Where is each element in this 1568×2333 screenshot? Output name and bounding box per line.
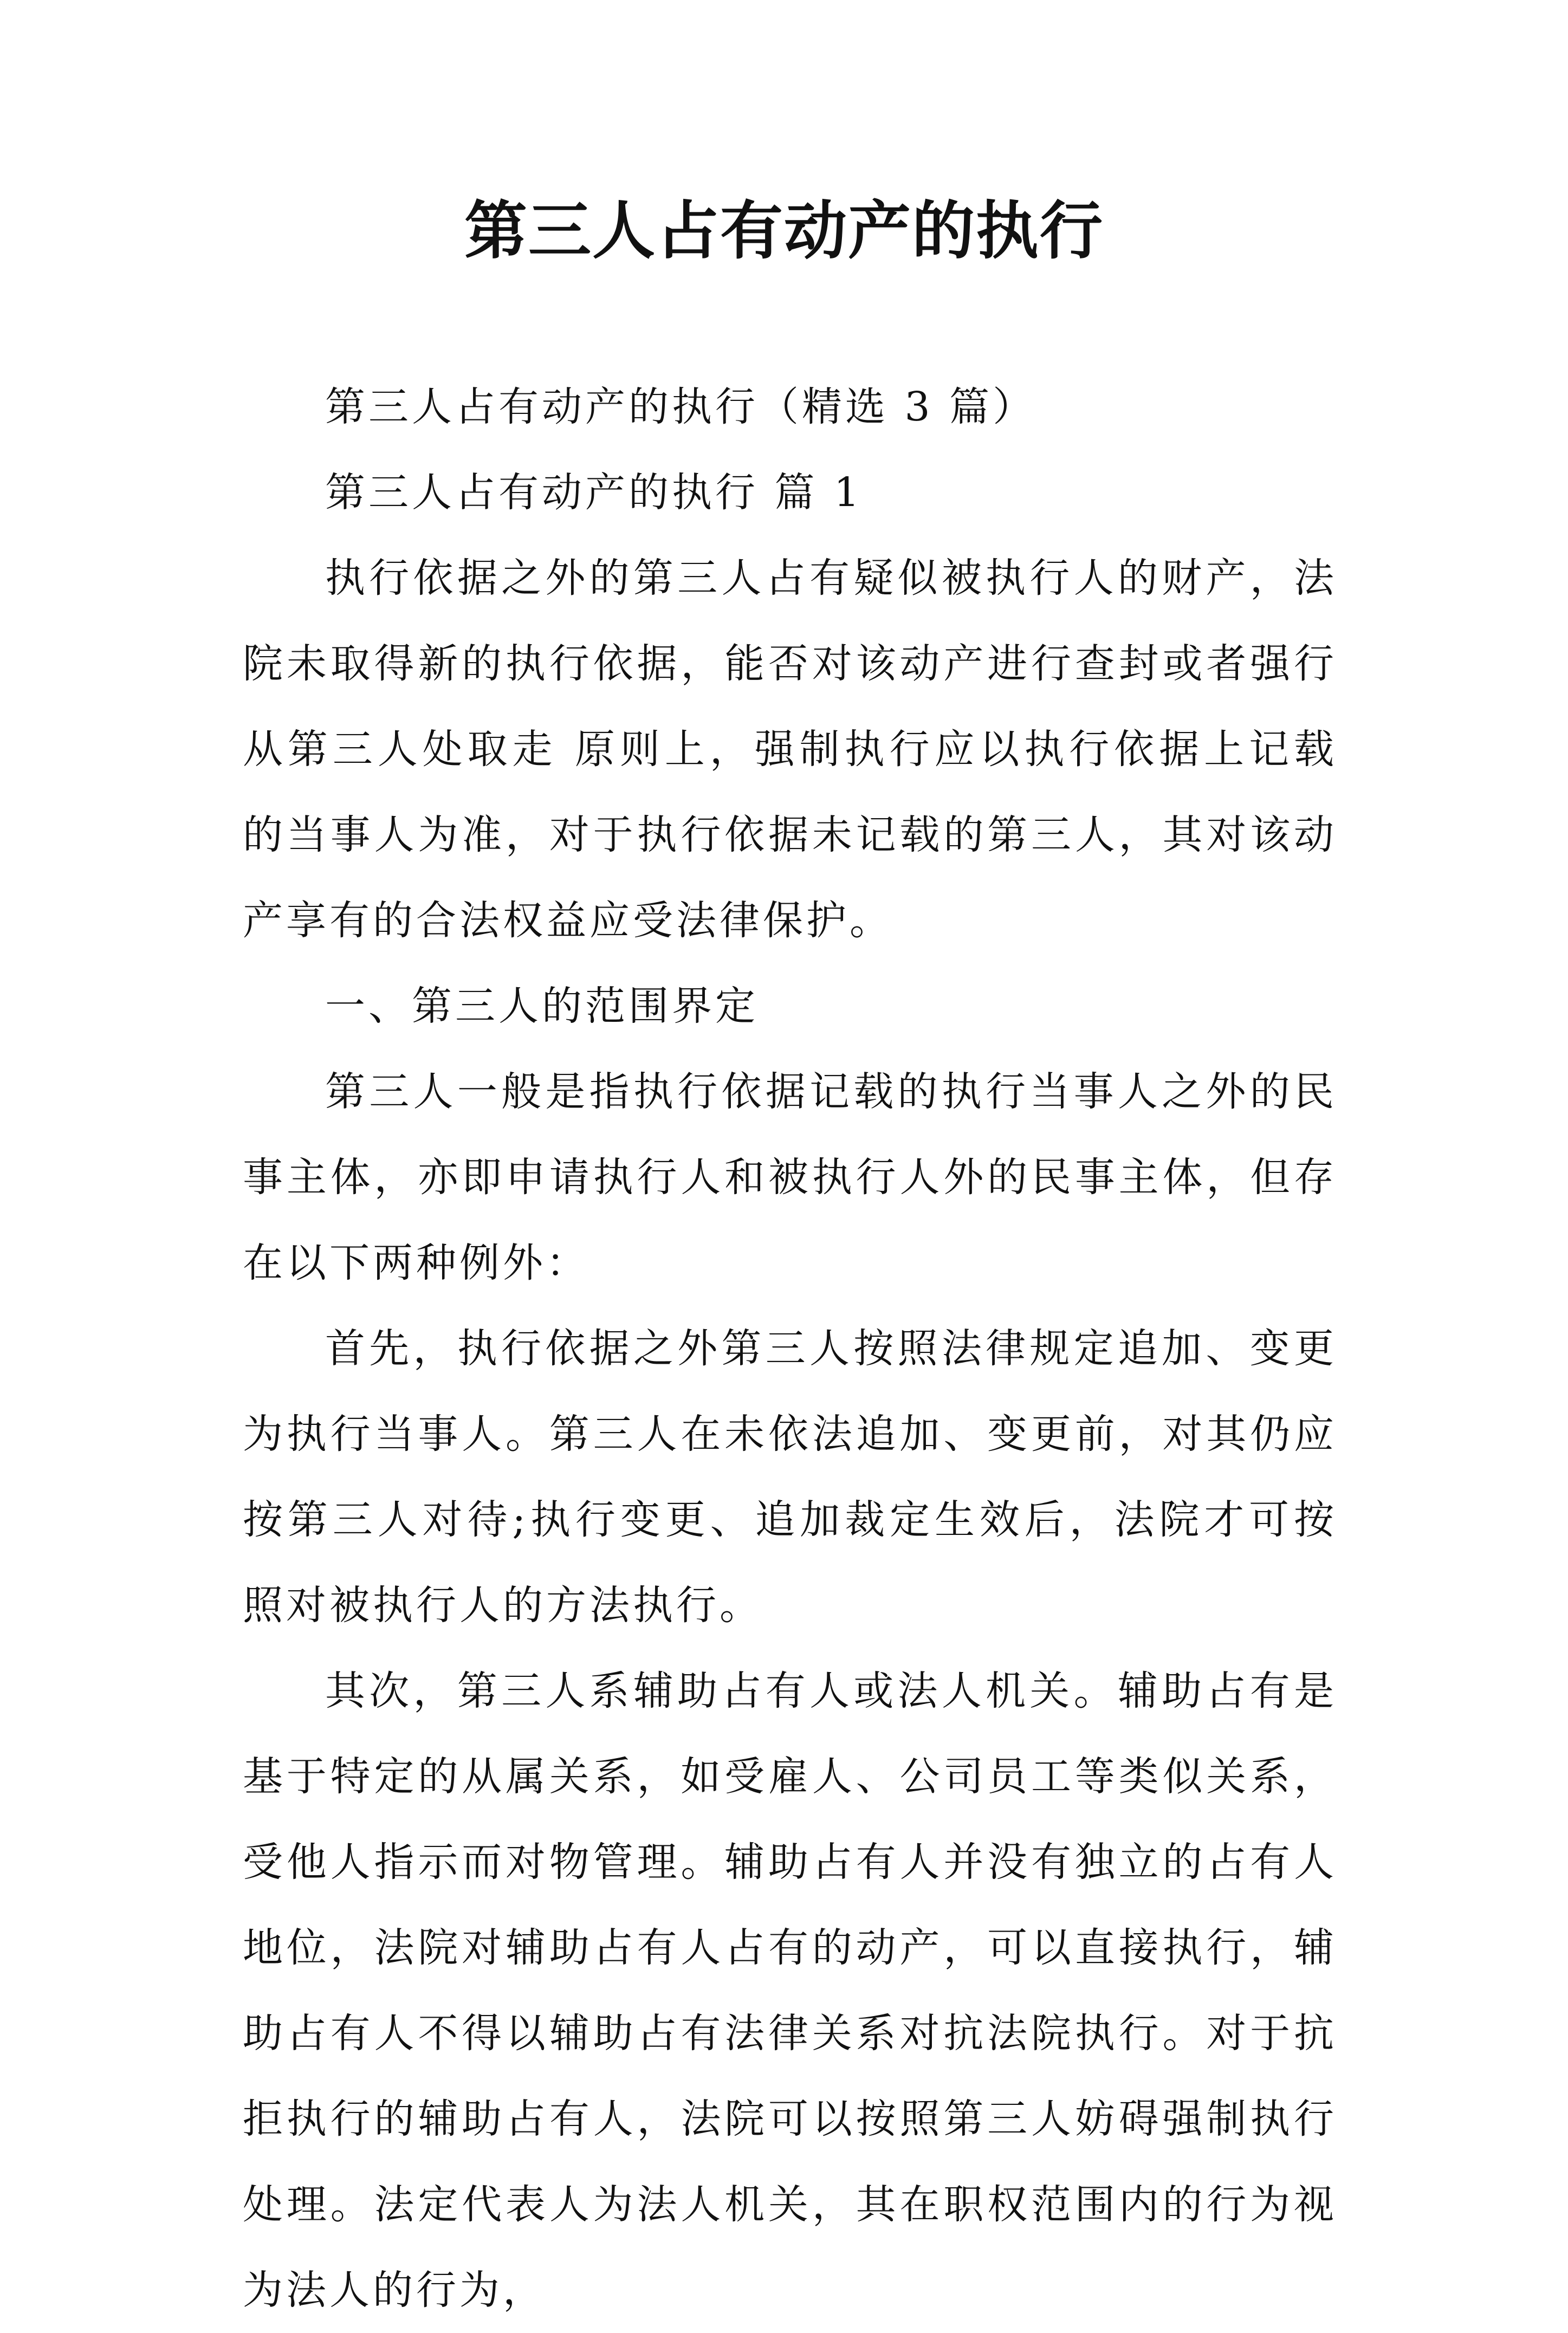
subtitle: 第三人占有动产的执行（精选 3 篇）	[325, 384, 1036, 430]
paragraph: 第三人一般是指执行依据记载的执行当事人之外的民事主体，亦即申请执行人和被执行人外的民事主体，但存在以下两种例外：	[243, 1068, 1337, 1286]
paragraph: 首先，执行依据之外第三人按照法律规定追加、变更为执行当事人。第三人在未依法追加、变更前，对其仍应按第三人对待;执行变更、追加裁定生效后，法院才可按照对被执行人的方法执行。	[243, 1325, 1337, 1629]
section-heading: 第三人占有动产的执行 篇 1	[325, 469, 863, 516]
paragraph: 一、第三人的范围界定	[325, 983, 759, 1029]
paragraph: 其次，第三人系辅助占有人或法人机关。辅助占有是基于特定的从属关系，如受雇人、公司员工等类似关系，受他人指示而对物管理。辅助占有人并没有独立的占有人地位，法院对辅助占有人占有的动产，可以直接执行，辅助占有人不得以辅助占有法律关系对抗法院执行。对于抗拒执行的辅助占有人，法院可以按照第三人妨碍强制执行处理。法定代表人为法人机关，其在职权范围内的行为视为法人的行为，	[243, 1668, 1337, 2313]
document-title: 第三人占有动产的执行	[464, 194, 1104, 268]
paragraph: 执行依据之外的第三人占有疑似被执行人的财产，法院未取得新的执行依据，能否对该动产进行查封或者强行从第三人处取走 原则上，强制执行应以执行依据上记载的当事人为准，对于执行依据未记载的第三人，其对该动产享有的合法权益应受法律保护。	[243, 555, 1337, 944]
document-body	[243, 364, 1337, 2333]
